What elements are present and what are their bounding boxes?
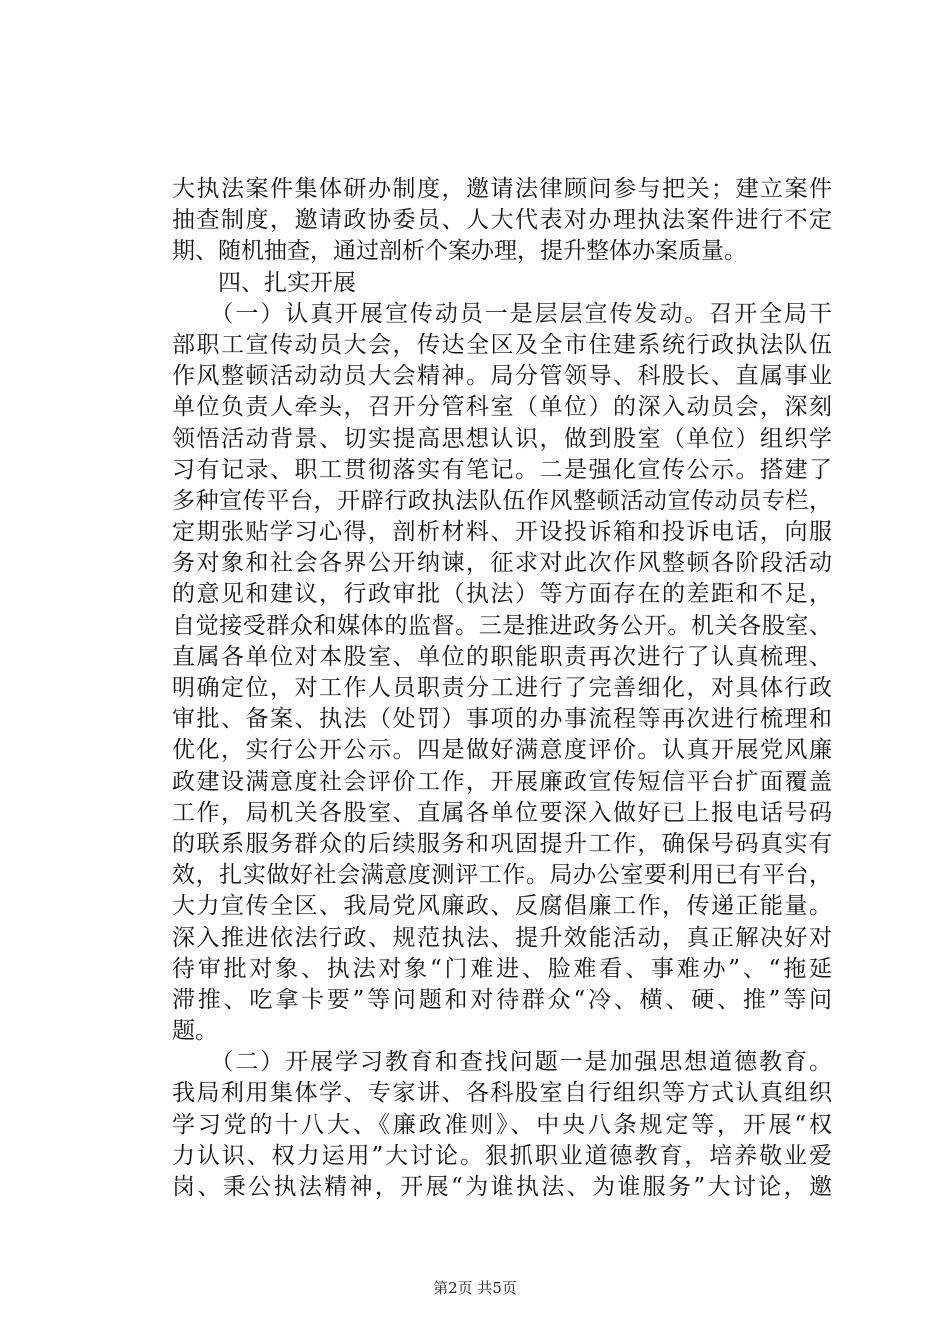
text-line: （二）开展学习教育和查找问题一是加强思想道德教育。 (172, 1049, 832, 1076)
text-line: 四、扎实开展 (172, 269, 356, 296)
text-line: 抽查制度，邀请政协委员、人大代表对办理执法案件进行不定 (172, 207, 832, 234)
page-footer: 第2页 共5页 (433, 1279, 517, 1297)
text-line: 深入推进依法行政、规范执法、提升效能活动，真正解决好对 (172, 924, 832, 951)
text-line: 工作，局机关各股室、直属各单位要深入做好已上报电话号码 (172, 799, 832, 826)
text-line: 明确定位，对工作人员职责分工进行了完善细化，对具体行政 (172, 675, 832, 701)
text-line: 自觉接受群众和媒体的监督。三是推进政务公开。机关各股室、 (172, 612, 832, 639)
text-line: 优化，实行公开公示。四是做好满意度评价。认真开展党风廉 (172, 737, 832, 764)
text-line: 务对象和社会各界公开纳谏，征求对此次作风整顿各阶段活动 (172, 550, 832, 577)
text-line: 领悟活动背景、切实提高思想认识，做到股室（单位）组织学 (172, 425, 832, 452)
text-line: 单位负责人牵头，召开分管科室（单位）的深入动员会，深刻 (172, 394, 832, 421)
text-line: 的意见和建议，行政审批（执法）等方面存在的差距和不足， (172, 581, 832, 608)
text-line: 期、随机抽查，通过剖析个案办理，提升整体办案质量。 (172, 238, 747, 265)
text-line: 审批、备案、执法（处罚）事项的办事流程等再次进行梳理和 (172, 706, 832, 733)
text-line: 习有记录、职工贯彻落实有笔记。二是强化宣传公示。搭建了 (172, 456, 832, 483)
text-line: 岗、秉公执法精神，开展“为谁执法、为谁服务”大讨论，邀 (172, 1174, 832, 1200)
text-line: 题。 (172, 1018, 218, 1045)
text-line: 我局利用集体学、专家讲、各科股室自行组织等方式认真组织 (172, 1080, 832, 1107)
text-line: 大执法案件集体研办制度，邀请法律顾问参与把关；建立案件 (172, 176, 832, 202)
text-line: 作风整顿活动动员大会精神。局分管领导、科股长、直属事业 (172, 363, 832, 390)
body-text (172, 174, 832, 1203)
text-line: 直属各单位对本股室、单位的职能职责再次进行了认真梳理、 (172, 643, 832, 670)
text-line: （一）认真开展宣传动员一是层层宣传发动。召开全局干 (172, 300, 832, 327)
text-line: 滞推、吃拿卡要”等问题和对待群众“冷、横、硬、推”等问 (172, 986, 832, 1013)
text-line: 大力宣传全区、我局党风廉政、反腐倡廉工作，传递正能量。 (172, 893, 832, 920)
text-line: 效，扎实做好社会满意度测评工作。局办公室要利用已有平台， (172, 862, 832, 889)
text-line: 的联系服务群众的后续服务和巩固提升工作，确保号码真实有 (172, 830, 832, 857)
text-line: 定期张贴学习心得，剖析材料、开设投诉箱和投诉电话，向服 (172, 519, 832, 546)
text-line: 学习党的十八大、《廉政准则》、中央八条规定等，开展“权 (172, 1111, 832, 1138)
text-line: 多种宣传平台，开辟行政执法队伍作风整顿活动宣传动员专栏， (172, 487, 832, 514)
text-line: 部职工宣传动员大会，传达全区及全市住建系统行政执法队伍 (172, 331, 832, 358)
text-line: 待审批对象、执法对象“门难进、脸难看、事难办”、“拖延 (172, 955, 832, 982)
text-line: 力认识、权力运用”大讨论。狠抓职业道德教育，培养敬业爱 (172, 1142, 832, 1169)
text-line: 政建设满意度社会评价工作，开展廉政宣传短信平台扩面覆盖 (172, 768, 832, 795)
